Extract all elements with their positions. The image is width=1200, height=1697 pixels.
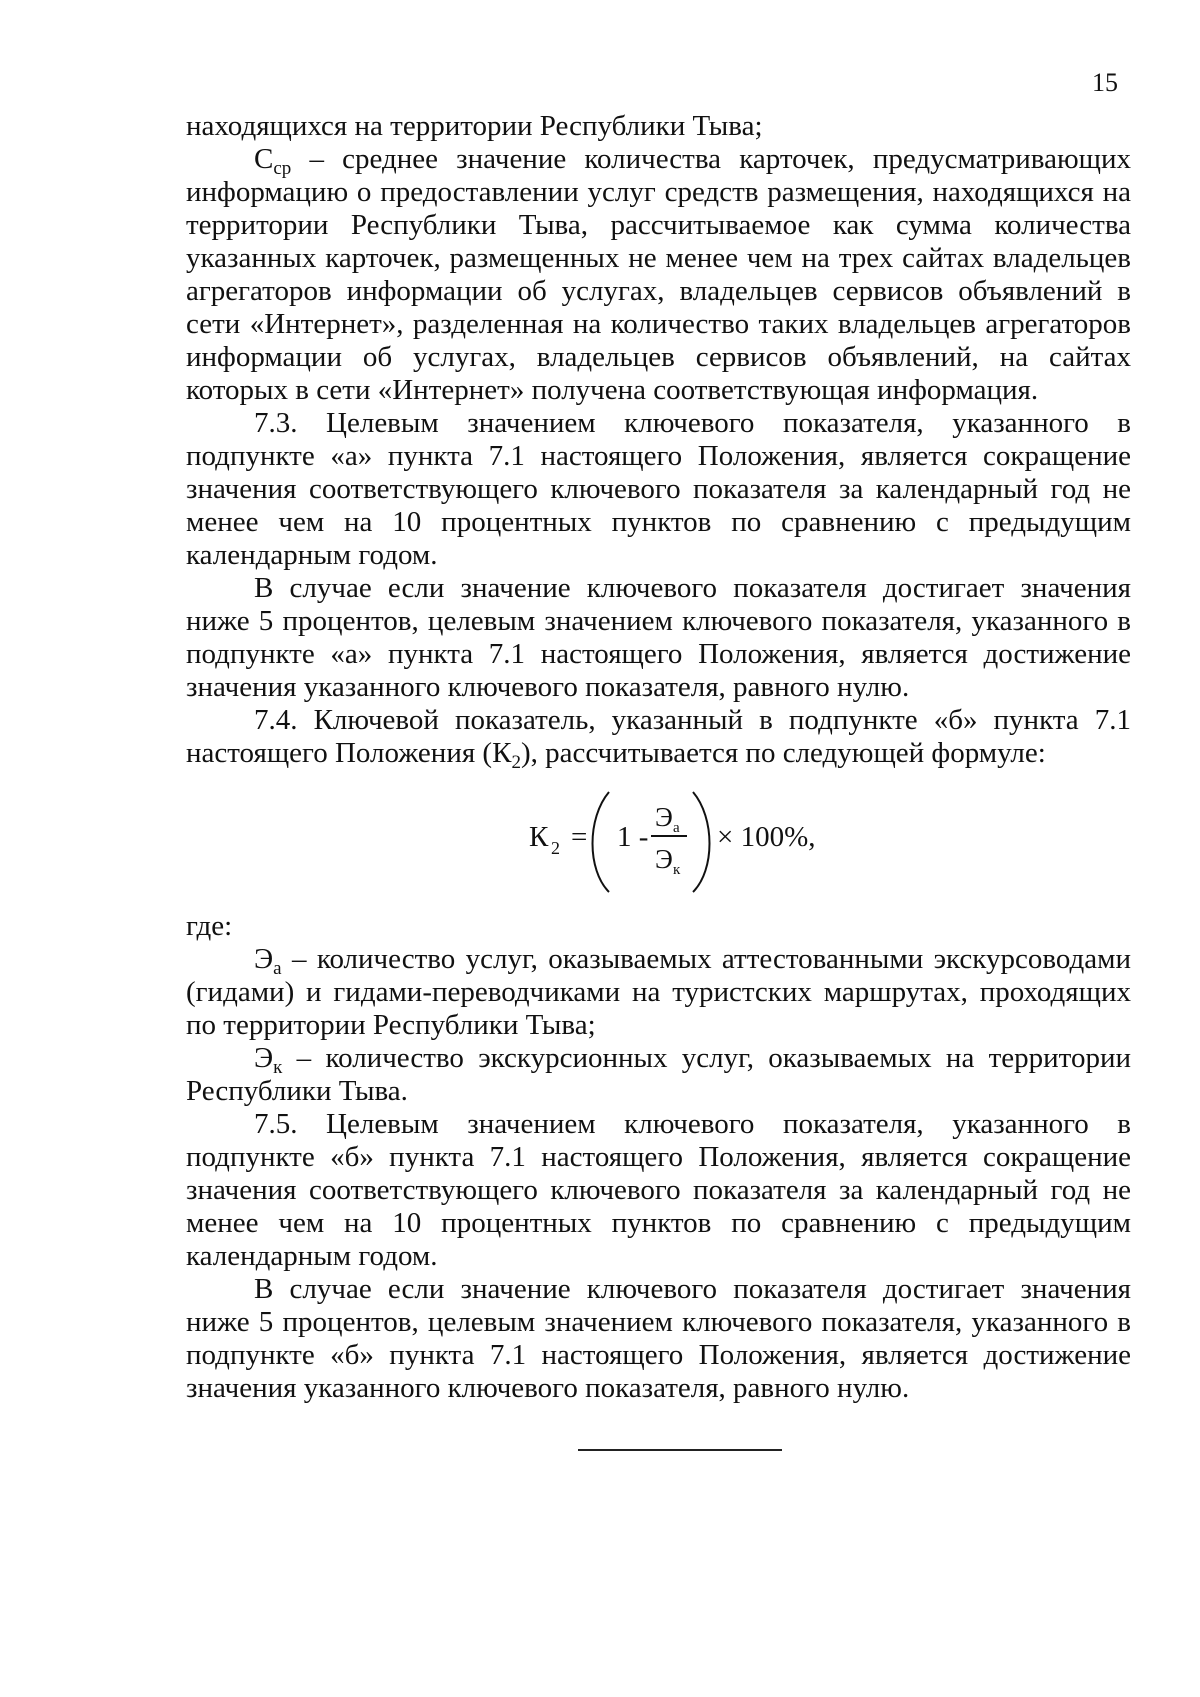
paragraph-continuation: находящихся на территории Республики Тыва;	[186, 110, 763, 142]
csr-symbol: С	[254, 143, 274, 175]
formula-denominator: Э	[655, 844, 673, 874]
paragraph-7-5-case: В случае если значение ключевого показателя достигает значения ниже 5 процентов, целевым значением ключевого показателя, указанного в подпункте «б» пункта 7.1 настоящего Положения, является достижение значения указанного ключевого показателя, равного нулю.	[186, 1273, 1131, 1404]
ea-subscript: а	[273, 958, 282, 979]
paragraph-7-3: 7.3. Целевым значением ключевого показателя, указанного в подпункте «а» пункта 7.1 настоящего Положения, является сокращение значения соответствующего ключевого показателя за календарный год не менее чем на 10 процентных пунктов по сравнению с предыдущим календарным годом.	[186, 407, 1131, 571]
paragraph-ek-definition	[186, 1042, 1131, 1108]
formula-lhs: К	[529, 821, 549, 853]
paragraph-csr-definition	[186, 143, 1131, 407]
paragraph-7-3-case: В случае если значение ключевого показателя достигает значения ниже 5 процентов, целевым значением ключевого показателя, указанного в подпункте «а» пункта 7.1 настоящего Положения, является достижение значения указанного ключевого показателя, равного нулю.	[186, 572, 1131, 703]
csr-definition-text: – среднее значение количества карточек, предусматривающих информацию о предоставлении услуг средств размещения, находящихся на территории Республики Тыва, рассчитываемое как сумма количества указанных карточек, размещенных не менее чем на трех сайтах владельцев агрегаторов информации об услугах, владельцев сервисов объявлений в сети «Интернет», разделенная на количество таких владельцев агрегаторов информации об услугах, владельцев сервисов объявлений, на сайтах которых в сети «Интернет» получена соответствующая информация.	[186, 143, 1131, 406]
formula-numerator: Э	[655, 802, 673, 832]
paragraph-where: где:	[186, 910, 233, 942]
paragraph-7-5: 7.5. Целевым значением ключевого показателя, указанного в подпункте «б» пункта 7.1 настоящего Положения, является сокращение значения соответствующего ключевого показателя за календарный год не менее чем на 10 процентных пунктов по сравнению с предыдущим календарным годом.	[186, 1108, 1131, 1272]
ek-symbol: Э	[254, 1042, 274, 1074]
paragraph-7-4-after: ), рассчитывается по следующей формуле:	[520, 737, 1046, 769]
ea-symbol: Э	[254, 943, 274, 975]
paragraph-7-4-before: 7.4. Ключевой показатель, указанный в подпункте «б» пункта 7.1 настоящего Положения (К	[186, 704, 1131, 769]
formula-times-100: × 100%,	[717, 821, 816, 853]
formula-block	[186, 770, 1131, 910]
ek-subscript: к	[273, 1057, 283, 1078]
k2-subscript: 2	[511, 752, 521, 773]
document-body	[186, 110, 1131, 1405]
csr-subscript: ср	[273, 158, 292, 179]
formula-one-minus: 1 -	[617, 821, 649, 853]
ek-definition-text: – количество экскурсионных услуг, оказываемых на территории Республики Тыва.	[186, 1042, 1131, 1107]
formula-denominator-subscript: к	[673, 862, 681, 878]
formula-equals: =	[571, 821, 588, 853]
paragraph-7-4	[186, 704, 1131, 773]
formula-numerator-subscript: а	[673, 820, 680, 836]
end-of-document-rule	[578, 1449, 782, 1451]
formula-left-paren	[593, 792, 610, 892]
paragraph-ea-definition	[186, 943, 1131, 1042]
formula-right-paren	[693, 792, 710, 892]
formula-lhs-subscript: 2	[551, 838, 560, 858]
page-number: 15	[1092, 68, 1118, 97]
k2-formula	[521, 780, 941, 900]
ea-definition-text: – количество услуг, оказываемых аттестованными экскурсоводами (гидами) и гидами-переводчиками на туристских маршрутах, проходящих по территории Республики Тыва;	[186, 943, 1131, 1041]
